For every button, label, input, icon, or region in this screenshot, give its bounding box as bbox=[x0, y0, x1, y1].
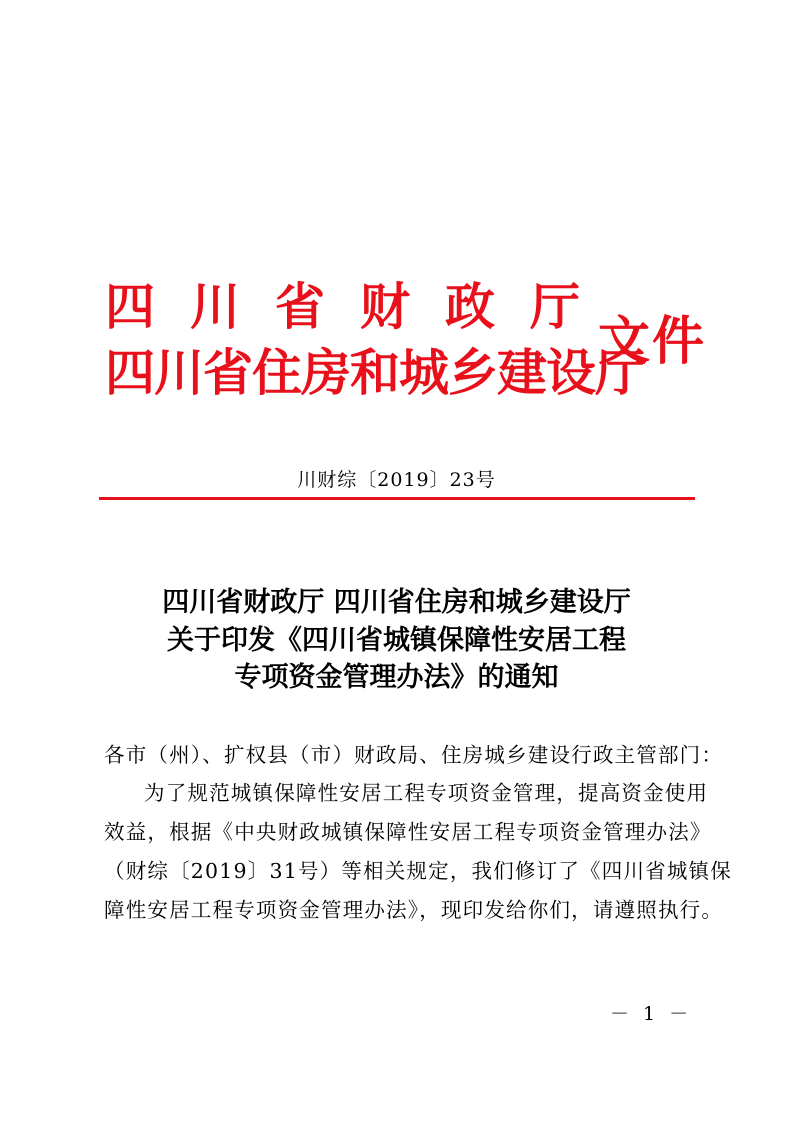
salutation: 各市（州）、扩权县（市）财政局、住房城乡建设行政主管部门： bbox=[104, 743, 724, 767]
document-number: 川财综〔2019〕23号 bbox=[297, 469, 496, 491]
page-number: － 1 － bbox=[610, 1003, 693, 1025]
paragraph-line: 障性安居工程专项资金管理办法》，现印发给你们，请遵照执行。 bbox=[104, 898, 724, 922]
paragraph-line: （财综〔2019〕31号）等相关规定，我们修订了《四川省城镇保 bbox=[104, 859, 732, 883]
issuing-org-finance: 四川省财政厅 bbox=[105, 278, 615, 336]
issuing-org-housing: 四川省住房和城乡建设厅 bbox=[105, 344, 644, 402]
document-label: 文件 bbox=[598, 312, 707, 372]
title-line-1: 四川省财政厅 四川省住房和城乡建设厅 bbox=[162, 587, 631, 618]
paragraph-line: 效益，根据《中央财政城镇保障性安居工程专项资金管理办法》 bbox=[104, 820, 712, 844]
title-line-3: 专项资金管理办法》的通知 bbox=[234, 662, 559, 693]
title-line-2: 关于印发《四川省城镇保障性安居工程 bbox=[167, 625, 626, 656]
red-divider-line bbox=[99, 497, 695, 500]
paragraph-line: 为了规范城镇保障性安居工程专项资金管理，提高资金使用 bbox=[144, 781, 709, 805]
